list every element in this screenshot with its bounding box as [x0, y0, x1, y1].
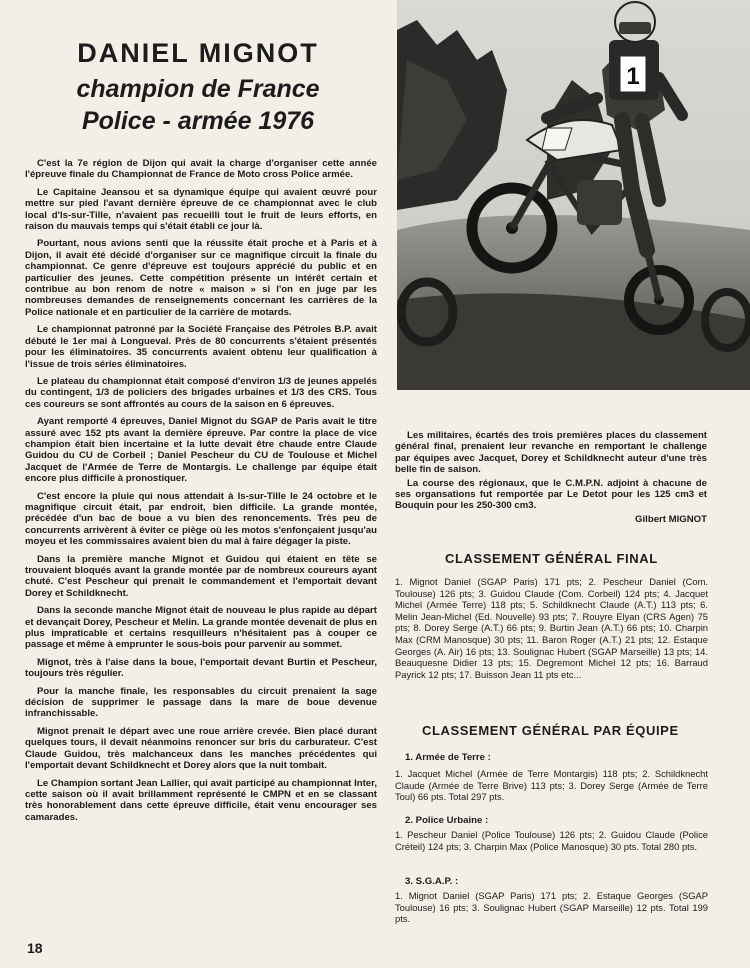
motocross-photo [397, 0, 750, 390]
team-ranking-title: CLASSEMENT GÉNÉRAL PAR ÉQUIPE [422, 723, 679, 738]
author-signature: Gilbert MIGNOT [635, 513, 707, 525]
bib-number: 1 [626, 63, 640, 90]
paragraph: Le championnat patronné par la Société Française des Pétroles B.P. avait débuté le 1er mai à Longueval. Près de 80 concurrents s'étaient présentés pour les éliminatoires. 35 concurrents avaient obtenu leur qualification à l'issue de trois séries éliminatoires. [25, 324, 377, 370]
headline [28, 38, 368, 137]
article-title: DANIEL MIGNOT [77, 38, 319, 68]
final-ranking-text: 1. Mignot Daniel (SGAP Paris) 171 pts; 2. Pescheur Daniel (Com. Toulouse) 126 pts; 3. Guidou Claude (Com. Corbeil) 124 pts; 4. Jacquet Michel (Armée Terre) 118 pts; 5. Schildknecht Claude (A.T.) 113 pts; 6. Melin Jean-Michel (Ed. Nouvelle) 93 pts; 7. Rouyre Elyan (CRS Agen) 75 pts; 8. Dorey Serge (A.T.) 66 pts; 9. Burtin Jean (A.T.) 66 pts; 10. Charpin Max (CRM Manosque) 30 pts; 11. Baron Roger (A.T.) 21 pts; 12. Estaque Georges (A. Air) 16 pts; 13. Soulignac Hubert (SGAP Marseille) 13 pts; 14. Beauquesne Didier 13 pts; 15. Degremont Michel 12 pts; 16. Barraud Payrick 12 pts; 17. Buisson Jean 11 pts etc... [395, 576, 708, 680]
motocross-rider-illustration [397, 0, 750, 390]
paragraph: Le Champion sortant Jean Lallier, qui avait participé au championnat Inter, cette saison où il avait brillamment représenté le CMPN et en se classant très honorablement dans cette épreuve difficile, était venu encourager ses camarades. [25, 777, 377, 823]
article-body-right [395, 430, 707, 525]
paragraph: Pour la manche finale, les responsables du circuit prenaient la sage décision de supprimer le passage dans la mare de boue devenue infranchissable. [25, 685, 377, 720]
paragraph: Les militaires, écartés des trois premières places du classement général final, prenaient leur revanche en remportant le challenge par équipes avec Jacquet, Dorey et Schildknecht auteur d'une très belle fin de saison. [395, 430, 707, 476]
paragraph: Le plateau du championnat était composé d'environ 1/3 de jeunes appelés du contingent, 1/3 de policiers des brigades urbaines et 1/3 des CRS. Tous ces coureurs se sont affrontés au cours de la saison en 6 épreuves. [25, 375, 377, 410]
team-ranking-text: 1. Jacquet Michel (Armée de Terre Montargis) 118 pts; 2. Schildknecht Claude (Armée de Terre Brive) 113 pts; 3. Dorey Serge (Armée de Terre Toul) 66 pts. Total 297 pts. [395, 768, 708, 803]
paragraph: La course des régionaux, que le C.M.P.N. adjoint à chacune de ses organsations fut remportée par Le Detot pour les 125 cm3 et Bouquin pour les 250-300 cm3. [395, 477, 707, 512]
paragraph: Ayant remporté 4 épreuves, Daniel Mignot du SGAP de Paris avait le titre assuré avec 152 pts avant la dernière épreuve. Par contre la place de vice champion était bien incertaine et la lutte devait être chaude entre Claude Guidou du CU de Corbeil ; Daniel Pescheur du CU de Toulouse et Michel Jacquet de l'Armée de Terre de Montargis. Le challenge par équipe était encore plus difficile à pronostiquer. [25, 416, 377, 485]
article-body-left [25, 158, 377, 829]
paragraph: Mignot, très à l'aise dans la boue, l'emportait devant Burtin et Pescheur, toujours très régulier. [25, 656, 377, 680]
article-subtitle-line1: champion de France [76, 75, 320, 103]
paragraph: C'est encore la pluie qui nous attendait à Is-sur-Tille le 24 octobre et le magnifique circuit était, par endroit, bien difficile. La grande montée, précédée d'un bac de boue a vu bien des renoncements. Très peu de concurrents arrivèrent à éviter ce piège où les motos s'enfonçaient jusqu'au moyeu et les commissaires avaient bien du mal à faire dégager la piste. [25, 490, 377, 548]
paragraph: Pourtant, nous avions senti que la réussite était proche et à Paris et à Dijon, il avait été décidé d'organiser sur ce magnifique circuit la finale du championnat. Ce genre d'épreuve est toujours apprécié du public et en particulier des jeunes. Cette compétition présente un intérêt certain et contribue au bon renom de notre « maison » si l'on en juge par les nombreuses demandes de renseignements concernant les carrières de la Police nationale et en particulier de la carrière de motards. [25, 238, 377, 318]
page-number: 18 [27, 940, 43, 956]
team-name: 1. Armée de Terre : [405, 752, 491, 763]
paragraph: Le Capitaine Jeansou et sa dynamique équipe qui avaient œuvré pour mettre sur pied l'avant dernière épreuve de ce championnat avec le club local d'Is-sur-Tille, n'avaient pas recueilli tout le fruit de leurs efforts, en raison du mauvais temps qui s'était établi ce jour là. [25, 186, 377, 233]
final-ranking-title: CLASSEMENT GÉNÉRAL FINAL [445, 551, 658, 566]
team-ranking-text: 1. Mignot Daniel (SGAP Paris) 171 pts; 2. Estaque Georges (SGAP Toulouse) 16 pts; 3. Soulignac Hubert (SGAP Marseille) 12 pts. Total 199 pts. [395, 890, 708, 925]
paragraph: C'est la 7e région de Dijon qui avait la charge d'organiser cette année l'épreuve finale du Championnat de France de Moto cross Police armée. [25, 158, 377, 181]
team-name: 2. Police Urbaine : [405, 815, 489, 826]
team-ranking-text: 1. Pescheur Daniel (Police Toulouse) 126 pts; 2. Guidou Claude (Police Créteil) 124 pts; 3. Charpin Max (Police Manosque) 30 pts. Total 280 pts. [395, 829, 708, 852]
article-subtitle-line2: Police - armée 1976 [81, 107, 315, 135]
paragraph: Dans la première manche Mignot et Guidou qui étaient en tête se trouvaient bloqués avant la grande montée par de nombreux coureurs ayant chuté. C'est Pescheur qui prenait le commandement et l'emportait devant Dorey et Schildknecht. [25, 553, 377, 599]
team-name: 3. S.G.A.P. : [405, 876, 459, 887]
paragraph: Dans la seconde manche Mignot était de nouveau le plus rapide au départ et devançait Dorey, Pescheur et Melin. La grande montée devenait de plus en plus impraticable et certains resquilleurs n'hésitaient pas à couper ce passage et même à emprunter le sous-bois pour parvenir au sommet. [25, 605, 377, 651]
paragraph: Mignot prenait le départ avec une roue arrière crevée. Bien placé durant quelques tours, il devait néanmoins renoncer sur bris du carburateur. C'est Claude Guidou, très malchanceux dans les manches précédentes qui l'emportait devant Schildknecht et Dorey alors que la nuit tombait. [25, 725, 377, 772]
